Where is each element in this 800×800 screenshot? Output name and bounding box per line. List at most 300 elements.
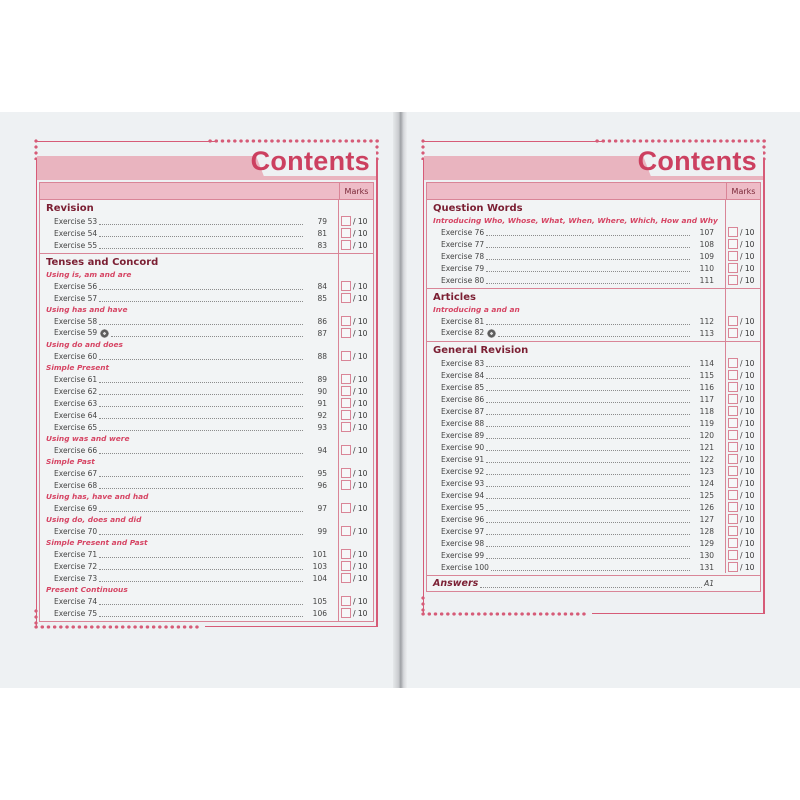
contents-section: [427, 200, 760, 289]
marks-box[interactable]: [341, 526, 351, 536]
dot-leader: [99, 318, 303, 325]
page-number: 115: [699, 370, 714, 380]
marks-out-of: / 10: [740, 370, 755, 380]
answers-label: Answers: [433, 578, 479, 589]
exercise-label: Exercise 54: [54, 228, 98, 238]
page-number: 85: [317, 293, 327, 303]
marks-out-of: / 10: [353, 549, 368, 559]
marks-box[interactable]: [341, 480, 351, 490]
marks-out-of: / 10: [740, 526, 755, 536]
marks-out-of: / 10: [353, 596, 368, 606]
marks-box[interactable]: [341, 573, 351, 583]
exercise-label: Exercise 65: [54, 422, 98, 432]
marks-out-of: / 10: [740, 478, 755, 488]
marks-out-of: / 10: [740, 275, 755, 285]
page-title: Contents: [637, 146, 757, 176]
exercise-entry[interactable]: [46, 215, 373, 227]
marks-out-of: / 10: [353, 374, 368, 384]
marks-out-of: / 10: [740, 442, 755, 452]
exercise-label: Exercise 70: [54, 526, 98, 536]
page-number: 116: [699, 382, 714, 392]
exercise-entry[interactable]: [433, 417, 760, 429]
marks-box[interactable]: [341, 596, 351, 606]
exercise-entry[interactable]: [433, 262, 760, 274]
dot-leader: [99, 482, 303, 489]
dot-leader: [99, 412, 303, 419]
exercise-entry[interactable]: [433, 489, 760, 501]
marks-box[interactable]: [341, 398, 351, 408]
marks-box[interactable]: [728, 514, 738, 524]
dot-leader: [99, 230, 303, 237]
page-number: 96: [317, 480, 327, 490]
marks-box[interactable]: [728, 275, 738, 285]
exercise-entry[interactable]: [46, 421, 373, 433]
exercise-label: Exercise 78: [441, 251, 485, 261]
dotted-border: [33, 608, 39, 626]
marks-box[interactable]: [728, 328, 738, 338]
page-number: 106: [312, 608, 327, 618]
marks-box[interactable]: [341, 561, 351, 571]
contents-banner: [37, 146, 376, 180]
exercise-entry[interactable]: [46, 595, 373, 607]
exercise-entry[interactable]: [46, 502, 373, 514]
page-number: 107: [699, 227, 714, 237]
marks-out-of: / 10: [353, 445, 368, 455]
exercise-entry[interactable]: [433, 327, 760, 339]
exercise-label: Exercise 89: [441, 430, 485, 440]
page-number: 112: [699, 316, 714, 326]
marks-box[interactable]: [341, 549, 351, 559]
exercise-entry[interactable]: [433, 405, 760, 417]
exercise-label: Exercise 96: [441, 514, 485, 524]
page-number: 89: [317, 374, 327, 384]
exercise-entry[interactable]: [433, 465, 760, 477]
exercise-entry[interactable]: [433, 274, 760, 286]
contents-section: [40, 200, 373, 254]
marks-box[interactable]: [728, 227, 738, 237]
dot-leader: [486, 396, 690, 403]
marks-box[interactable]: [728, 370, 738, 380]
dot-leader: [486, 253, 690, 260]
page-number: 121: [699, 442, 714, 452]
exercise-entry[interactable]: [46, 350, 373, 362]
dotted-border: [207, 138, 381, 144]
page-number: 117: [699, 394, 714, 404]
dot-leader: [480, 580, 702, 588]
book-spine: [393, 112, 407, 688]
audio-cd-icon: [100, 329, 109, 338]
marks-box[interactable]: [728, 358, 738, 368]
marks-out-of: / 10: [740, 382, 755, 392]
marks-box[interactable]: [728, 406, 738, 416]
exercise-label: Exercise 91: [441, 454, 485, 464]
exercise-label: Exercise 55: [54, 240, 98, 250]
exercise-label: Exercise 62: [54, 386, 98, 396]
exercise-label: Exercise 79: [441, 263, 485, 273]
marks-box[interactable]: [728, 526, 738, 536]
left-contents-page: [33, 138, 380, 638]
dot-leader: [486, 504, 690, 511]
exercise-entry[interactable]: [433, 238, 760, 250]
page-number: 83: [317, 240, 327, 250]
dot-leader: [486, 277, 690, 284]
marks-out-of: / 10: [353, 608, 368, 618]
exercise-entry[interactable]: [46, 227, 373, 239]
contents-table: [426, 182, 761, 592]
page-number: 94: [317, 445, 327, 455]
marks-out-of: / 10: [740, 514, 755, 524]
frame-line: [36, 160, 37, 626]
marks-out-of: / 10: [353, 422, 368, 432]
section-title: General Revision: [433, 345, 529, 356]
page-number: 90: [317, 386, 327, 396]
page-number: 118: [699, 406, 714, 416]
marks-box[interactable]: [728, 442, 738, 452]
marks-out-of: / 10: [353, 480, 368, 490]
exercise-label: Exercise 92: [441, 466, 485, 476]
exercise-label: Exercise 72: [54, 561, 98, 571]
marks-box[interactable]: [728, 382, 738, 392]
contents-section: [427, 289, 760, 342]
marks-box[interactable]: [728, 251, 738, 261]
marks-box[interactable]: [341, 240, 351, 250]
dot-leader: [486, 360, 690, 367]
frame-line: [376, 160, 377, 626]
exercise-entry[interactable]: [46, 607, 373, 619]
exercise-label: Exercise 93: [441, 478, 485, 488]
dot-leader: [486, 468, 690, 475]
marks-out-of: / 10: [353, 316, 368, 326]
page-number: 87: [317, 328, 327, 338]
page-number: 110: [699, 263, 714, 273]
dot-leader: [486, 492, 690, 499]
marks-box[interactable]: [341, 503, 351, 513]
marks-box[interactable]: [728, 466, 738, 476]
dot-leader: [99, 563, 303, 570]
marks-out-of: / 10: [740, 239, 755, 249]
page-number: 81: [317, 228, 327, 238]
marks-header: Marks: [339, 183, 373, 200]
page-number: 93: [317, 422, 327, 432]
subsection-heading: Using was and were: [46, 434, 130, 443]
page-number: 79: [317, 216, 327, 226]
dot-leader: [99, 388, 303, 395]
dot-leader: [99, 610, 303, 617]
subsection-heading: Using do, does and did: [46, 515, 142, 524]
marks-box[interactable]: [341, 351, 351, 361]
marks-out-of: / 10: [740, 466, 755, 476]
marks-box[interactable]: [728, 502, 738, 512]
exercise-label: Exercise 60: [54, 351, 98, 361]
subsection-heading: Introducing a and an: [433, 305, 520, 314]
exercise-label: Exercise 95: [441, 502, 485, 512]
exercise-entry[interactable]: [46, 373, 373, 385]
exercise-label: Exercise 63: [54, 398, 98, 408]
section-title: Revision: [46, 203, 94, 214]
exercise-entry[interactable]: [46, 239, 373, 251]
exercise-label: Exercise 69: [54, 503, 98, 513]
dot-leader: [99, 551, 303, 558]
marks-out-of: / 10: [740, 227, 755, 237]
exercise-entry[interactable]: [433, 453, 760, 465]
page-number: 105: [312, 596, 327, 606]
marks-out-of: / 10: [353, 386, 368, 396]
marks-out-of: / 10: [740, 418, 755, 428]
dot-leader: [486, 265, 690, 272]
contents-section: [40, 254, 373, 621]
dot-leader: [99, 283, 303, 290]
exercise-entry[interactable]: [433, 381, 760, 393]
marks-out-of: / 10: [740, 430, 755, 440]
page-number: 125: [699, 490, 714, 500]
exercise-label: Exercise 85: [441, 382, 485, 392]
page-number: 127: [699, 514, 714, 524]
exercise-label: Exercise 64: [54, 410, 98, 420]
marks-out-of: / 10: [353, 398, 368, 408]
marks-out-of: / 10: [740, 562, 755, 572]
frame-line: [423, 160, 424, 613]
exercise-entry[interactable]: [433, 226, 760, 238]
page-number: 122: [699, 454, 714, 464]
marks-out-of: / 10: [740, 263, 755, 273]
exercise-label: Exercise 76: [441, 227, 485, 237]
subsection-heading: Using has, have and had: [46, 492, 149, 501]
marks-out-of: / 10: [353, 410, 368, 420]
marks-out-of: / 10: [740, 251, 755, 261]
exercise-entry[interactable]: [433, 250, 760, 262]
exercise-entry[interactable]: [46, 467, 373, 479]
exercise-label: Exercise 80: [441, 275, 485, 285]
page-number: 129: [699, 538, 714, 548]
exercise-label: Exercise 66: [54, 445, 98, 455]
exercise-label: Exercise 82: [433, 328, 496, 338]
exercise-entry[interactable]: [46, 292, 373, 304]
exercise-label: Exercise 84: [441, 370, 485, 380]
marks-out-of: / 10: [740, 454, 755, 464]
exercise-entry[interactable]: [433, 369, 760, 381]
marks-box[interactable]: [728, 490, 738, 500]
marks-out-of: / 10: [353, 526, 368, 536]
exercise-entry[interactable]: [433, 315, 760, 327]
marks-box[interactable]: [341, 328, 351, 338]
page-number: 103: [312, 561, 327, 571]
exercise-entry[interactable]: [46, 315, 373, 327]
exercise-entry[interactable]: [433, 357, 760, 369]
marks-out-of: / 10: [353, 351, 368, 361]
marks-out-of: / 10: [353, 561, 368, 571]
marks-box[interactable]: [341, 608, 351, 618]
right-contents-page: [420, 138, 767, 618]
frame-line: [205, 626, 379, 627]
table-header: [40, 183, 373, 200]
subsection-heading: Simple Present and Past: [46, 538, 148, 547]
marks-box[interactable]: [728, 550, 738, 560]
dot-leader: [99, 242, 303, 249]
exercise-label: Exercise 99: [441, 550, 485, 560]
marks-out-of: / 10: [353, 293, 368, 303]
dot-leader: [99, 353, 303, 360]
exercise-entry[interactable]: [433, 537, 760, 549]
marks-out-of: / 10: [740, 328, 755, 338]
marks-box[interactable]: [341, 386, 351, 396]
exercise-entry[interactable]: [46, 572, 373, 584]
marks-box[interactable]: [341, 410, 351, 420]
exercise-entry[interactable]: [433, 393, 760, 405]
marks-box[interactable]: [341, 422, 351, 432]
exercise-entry[interactable]: [433, 549, 760, 561]
marks-box[interactable]: [341, 216, 351, 226]
section-title: Articles: [433, 292, 476, 303]
marks-box[interactable]: [728, 454, 738, 464]
exercise-entry[interactable]: [46, 560, 373, 572]
marks-out-of: / 10: [353, 228, 368, 238]
page-number: 88: [317, 351, 327, 361]
page-number: 113: [699, 328, 714, 338]
page-number: 120: [699, 430, 714, 440]
marks-out-of: / 10: [353, 281, 368, 291]
page-number: 108: [699, 239, 714, 249]
page-number: 123: [699, 466, 714, 476]
marks-out-of: / 10: [740, 550, 755, 560]
marks-out-of: / 10: [353, 240, 368, 250]
exercise-entry[interactable]: [433, 525, 760, 537]
dot-leader: [486, 456, 690, 463]
marks-box[interactable]: [341, 281, 351, 291]
page-number: 109: [699, 251, 714, 261]
dot-leader: [99, 528, 303, 535]
marks-out-of: / 10: [740, 538, 755, 548]
contents-section: [427, 342, 760, 575]
marks-box[interactable]: [728, 562, 738, 572]
page-number: 91: [317, 398, 327, 408]
exercise-label: Exercise 57: [54, 293, 98, 303]
page-number: 131: [699, 562, 714, 572]
exercise-label: Exercise 98: [441, 538, 485, 548]
page-number: 119: [699, 418, 714, 428]
page-number: 111: [699, 275, 714, 285]
dot-leader: [99, 598, 303, 605]
marks-box[interactable]: [728, 418, 738, 428]
page-number: 86: [317, 316, 327, 326]
exercise-entry[interactable]: [433, 513, 760, 525]
marks-box[interactable]: [728, 316, 738, 326]
exercise-entry[interactable]: [46, 409, 373, 421]
dot-leader: [99, 295, 303, 302]
contents-table: [39, 182, 374, 622]
answers-entry[interactable]: [427, 575, 760, 591]
dot-leader: [99, 575, 303, 582]
dot-leader: [486, 241, 690, 248]
page-number: 92: [317, 410, 327, 420]
exercise-entry[interactable]: [46, 479, 373, 491]
page-number: 84: [317, 281, 327, 291]
exercise-entry[interactable]: [46, 385, 373, 397]
exercise-label: Exercise 83: [441, 358, 485, 368]
marks-box[interactable]: [728, 430, 738, 440]
exercise-entry[interactable]: [433, 429, 760, 441]
marks-out-of: / 10: [353, 573, 368, 583]
subsection-heading: Using is, am and are: [46, 270, 132, 279]
subsection-heading: Simple Present: [46, 363, 110, 372]
exercise-entry[interactable]: [433, 477, 760, 489]
answers-page-number: A1: [704, 579, 714, 588]
exercise-label: Exercise 94: [441, 490, 485, 500]
dot-leader: [486, 528, 690, 535]
marks-box[interactable]: [728, 478, 738, 488]
exercise-entry[interactable]: [46, 280, 373, 292]
marks-header: Marks: [726, 183, 760, 200]
marks-out-of: / 10: [740, 406, 755, 416]
marks-box[interactable]: [341, 228, 351, 238]
dot-leader: [99, 218, 303, 225]
marks-box[interactable]: [728, 394, 738, 404]
dot-leader: [99, 376, 303, 383]
marks-box[interactable]: [728, 263, 738, 273]
marks-out-of: / 10: [740, 358, 755, 368]
dotted-border: [420, 595, 426, 613]
subsection-heading: Using do and does: [46, 340, 123, 349]
dot-leader: [99, 505, 303, 512]
exercise-entry[interactable]: [46, 548, 373, 560]
page-number: 97: [317, 503, 327, 513]
exercise-entry[interactable]: [433, 441, 760, 453]
subsection-heading: Simple Past: [46, 457, 95, 466]
marks-out-of: / 10: [740, 490, 755, 500]
dot-leader: [486, 420, 690, 427]
dot-leader: [99, 400, 303, 407]
marks-box[interactable]: [728, 538, 738, 548]
exercise-label: Exercise 71: [54, 549, 98, 559]
dot-leader: [486, 444, 690, 451]
exercise-entry[interactable]: [46, 444, 373, 456]
exercise-entry[interactable]: [433, 501, 760, 513]
marks-box[interactable]: [341, 374, 351, 384]
marks-out-of: / 10: [353, 503, 368, 513]
dotted-border: [420, 611, 587, 617]
subsection-heading: Present Continuous: [46, 585, 128, 594]
dot-leader: [486, 516, 690, 523]
marks-box[interactable]: [341, 293, 351, 303]
dot-leader: [486, 229, 690, 236]
page-number: 128: [699, 526, 714, 536]
marks-box[interactable]: [341, 468, 351, 478]
exercise-entry[interactable]: [46, 525, 373, 537]
exercise-label: Exercise 81: [441, 316, 485, 326]
frame-line: [422, 141, 602, 142]
dot-leader: [486, 480, 690, 487]
marks-box[interactable]: [341, 445, 351, 455]
dotted-border: [594, 138, 768, 144]
marks-box[interactable]: [728, 239, 738, 249]
exercise-label: Exercise 90: [441, 442, 485, 452]
section-title: Tenses and Concord: [46, 257, 159, 268]
exercise-entry[interactable]: [46, 397, 373, 409]
subsection-heading: Introducing Who, Whose, What, When, Where, Which, How and Why: [433, 216, 718, 225]
dot-leader: [99, 424, 303, 431]
exercise-label: Exercise 75: [54, 608, 98, 618]
page-number: 126: [699, 502, 714, 512]
exercise-entry[interactable]: [46, 327, 373, 339]
dot-leader: [486, 540, 690, 547]
dot-leader: [111, 330, 303, 337]
dot-leader: [99, 447, 303, 454]
marks-box[interactable]: [341, 316, 351, 326]
dot-leader: [486, 318, 690, 325]
exercise-label: Exercise 68: [54, 480, 98, 490]
dot-leader: [486, 408, 690, 415]
dotted-border: [33, 624, 200, 630]
exercise-entry[interactable]: [433, 561, 760, 573]
